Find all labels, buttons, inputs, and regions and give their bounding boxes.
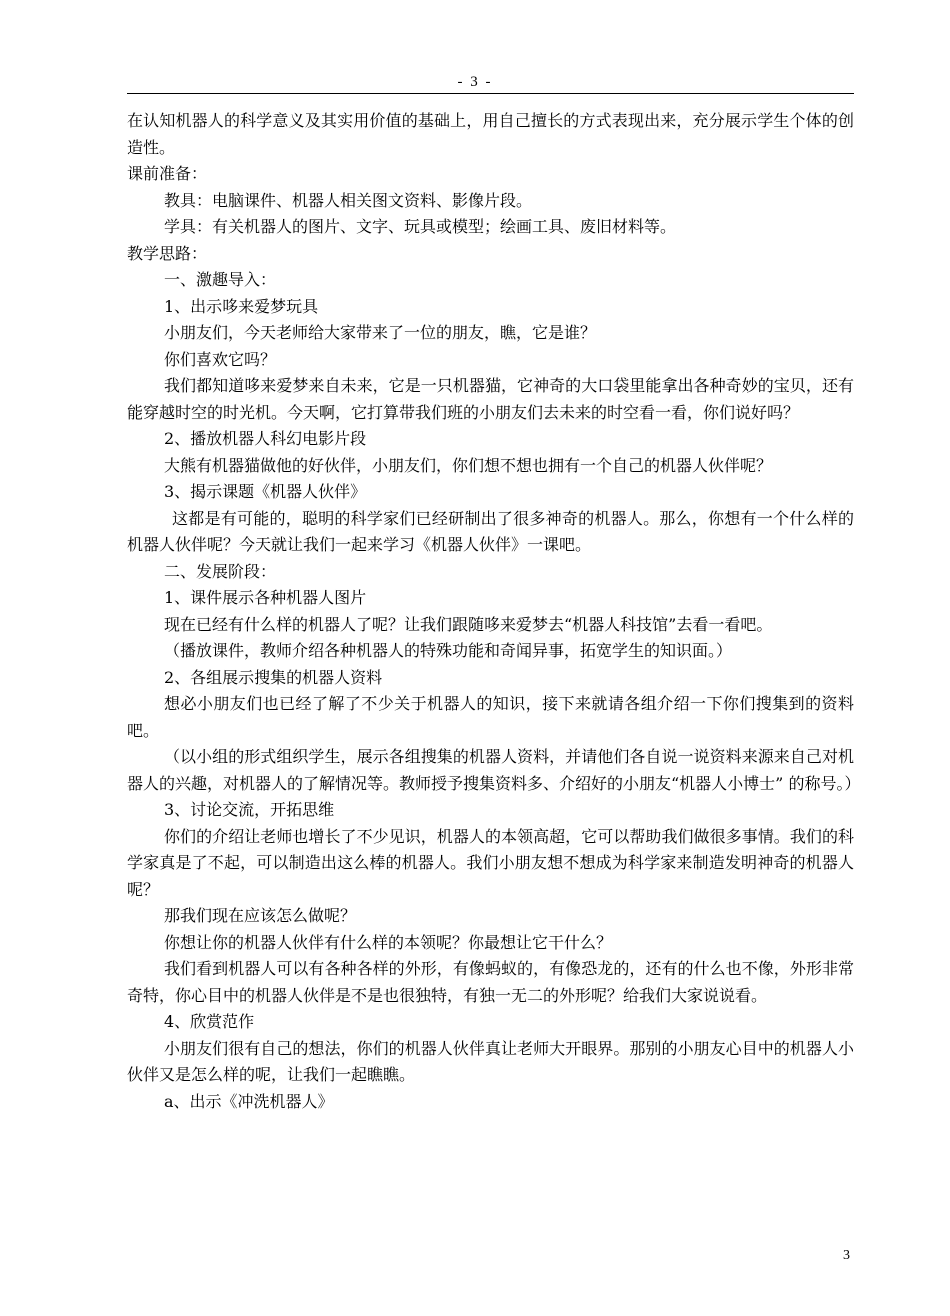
item-heading: a、出示《冲洗机器人》 (164, 1091, 334, 1111)
paragraph: 这都是有可能的，聪明的科学家们已经研制出了很多神奇的机器人。那么，你想有一个什么样的机器人伙伴呢？今天就让我们一起来学习《机器人伙伴》一课吧。 (127, 508, 854, 554)
paragraph: 那我们现在应该怎么做呢？ (164, 906, 357, 925)
page-number: 3 (843, 1248, 850, 1263)
paragraph: 你想让你的机器人伙伴有什么样的本领呢？你最想让它干什么？ (164, 932, 613, 952)
subsection-heading: 一、激趣导入： (164, 270, 277, 289)
paragraph: 在认知机器人的科学意义及其实用价值的基础上，用自己擅长的方式表现出来，充分展示学生个体的创造性。 (127, 111, 854, 157)
subsection-heading: 二、发展阶段： (164, 561, 277, 581)
paragraph: 学具：有关机器人的图片、文字、玩具或模型；绘画工具、废旧材料等。 (164, 217, 677, 236)
item-heading: 2、播放机器人科幻电影片段 (164, 429, 367, 448)
paragraph: 大熊有机器猫做他的好伙伴，小朋友们，你们想不想也拥有一个自己的机器人伙伴呢？ (164, 455, 773, 475)
paragraph: 小朋友们，今天老师给大家带来了一位的朋友，瞧，它是谁？ (164, 323, 597, 342)
header-divider (127, 93, 854, 94)
paragraph: 教具：电脑课件、机器人相关图文资料、影像片段。 (164, 190, 533, 210)
paragraph: （以小组的形式组织学生，展示各组搜集的机器人资料，并请他们各自说一说资料来源来自己对机器人的兴趣，对机器人的了解情况等。教师授予搜集资料多、介绍好的小朋友“机器人小博士” 的称号。） (127, 747, 861, 793)
paragraph: 想必小朋友们也已经了解了不少关于机器人的知识，接下来就请各组介绍一下你们搜集到的资料吧。 (127, 694, 854, 740)
paragraph: 我们看到机器人可以有各种各样的外形，有像蚂蚁的，有像恐龙的，还有的什么也不像，外形非常奇特，你心目中的机器人伙伴是不是也很独特，有独一无二的外形呢？给我们大家说说看。 (127, 959, 854, 1005)
item-heading: 3、讨论交流，开拓思维 (164, 800, 335, 819)
item-heading: 2、各组展示搜集的机器人资料 (164, 667, 383, 687)
paragraph: （播放课件，教师介绍各种机器人的特殊功能和奇闻异事，拓宽学生的知识面。） (164, 641, 733, 660)
item-heading: 4、欣赏范作 (164, 1012, 255, 1031)
paragraph: 你们的介绍让老师也增长了不少见识，机器人的本领高超，它可以帮助我们做很多事情。我们的科学家真是了不起，可以制造出这么棒的机器人。我们小朋友想不想成为科学家来制造发明神奇的机器人呢？ (127, 826, 854, 899)
section-heading: 教学思路： (127, 243, 208, 263)
paragraph: 我们都知道哆来爱梦来自未来，它是一只机器猫，它神奇的大口袋里能拿出各种奇妙的宝贝，还有能穿越时空的时光机。今天啊，它打算带我们班的小朋友们去未来的时空看一看，你们说好吗？ (127, 376, 854, 422)
item-heading: 1、课件展示各种机器人图片 (164, 588, 367, 607)
item-heading: 1、出示哆来爱梦玩具 (164, 296, 319, 316)
paragraph: 现在已经有什么样的机器人了呢？让我们跟随哆来爱梦去“机器人科技馆”去看一看吧。 (164, 614, 773, 634)
paragraph: 你们喜欢它吗？ (164, 349, 277, 369)
item-heading: 3、揭示课题《机器人伙伴》 (164, 482, 367, 501)
header-page-marker: - 3 - (457, 74, 493, 90)
paragraph: 小朋友们很有自己的想法，你们的机器人伙伴真让老师大开眼界。那别的小朋友心目中的机器人小伙伴又是怎么样的呢，让我们一起瞧瞧。 (127, 1038, 854, 1084)
section-heading: 课前准备： (127, 164, 208, 183)
document-body (127, 108, 861, 1115)
